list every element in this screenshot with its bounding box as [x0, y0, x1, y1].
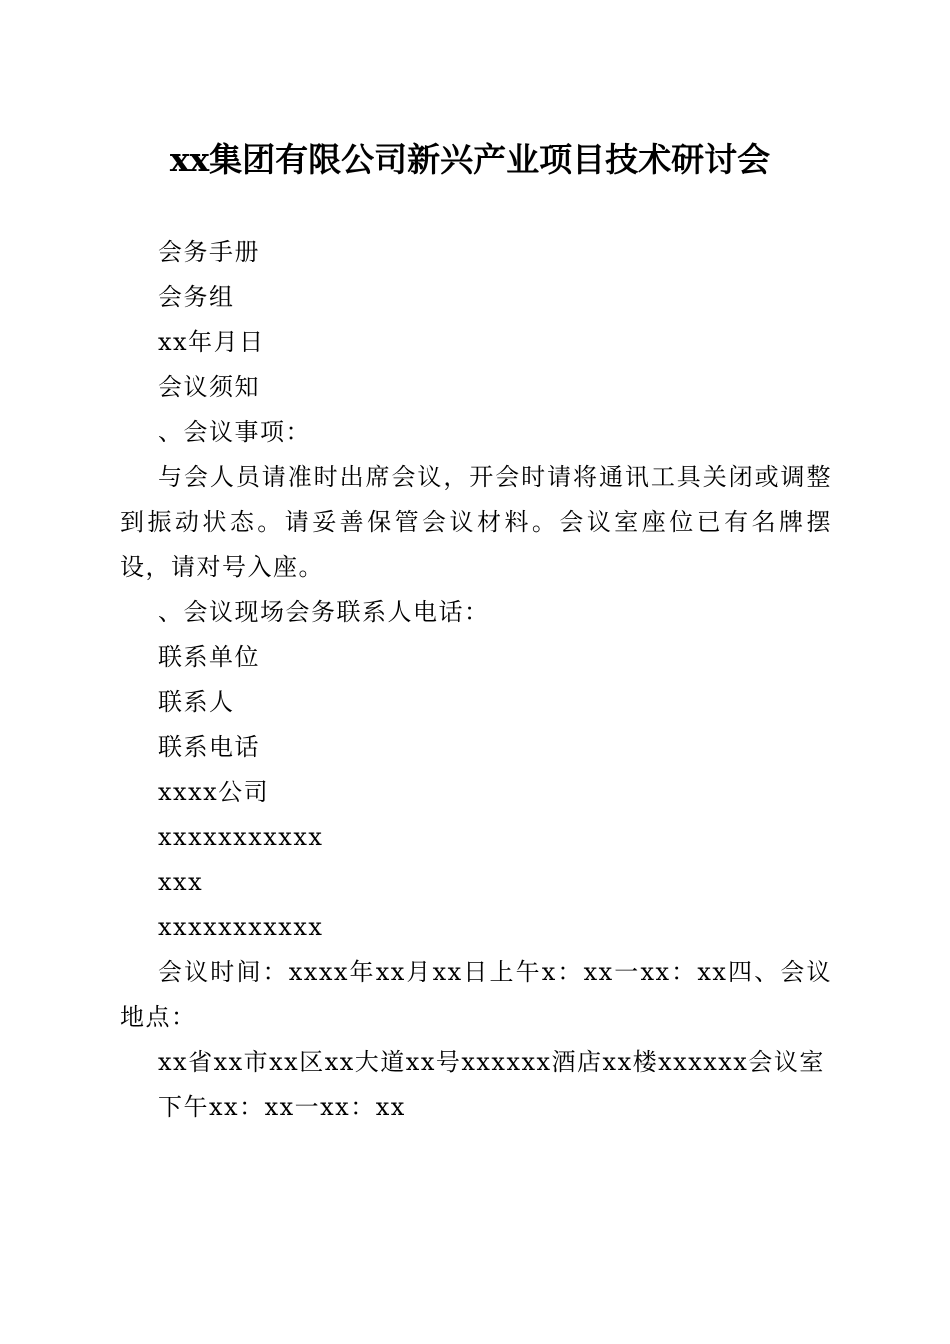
contact-unit-label: 联系单位: [158, 643, 260, 671]
contact-person-label: 联系人: [158, 688, 235, 716]
handbook-label: 会务手册: [158, 238, 260, 266]
meeting-time-paragraph: 会议时间：xxxx年xx月xx日上午x：xx一xx：xx四、会议地点：: [120, 958, 832, 1031]
afternoon-time: 下午xx：xx一xx：xx: [158, 1093, 406, 1121]
organizer-label: 会务组: [158, 283, 235, 311]
document-body: [120, 230, 832, 1130]
contact-company: xxxx公司: [158, 778, 270, 806]
contact-heading: 、会议现场会务联系人电话：: [158, 598, 490, 626]
meeting-matters-heading: 、会议事项：: [158, 418, 311, 446]
meeting-location-paragraph: xx省xx市xx区xx大道xx号xxxxxx酒店xx楼xxxxxx会议室: [158, 1048, 825, 1076]
contact-value-1: xxxxxxxxxxx: [158, 823, 324, 851]
date-line: xx年月日: [158, 328, 265, 356]
contact-value-2: xxx: [158, 868, 204, 896]
meeting-matters-paragraph: 与会人员请准时出席会议，开会时请将通讯工具关闭或调整到振动状态。请妥善保管会议材料。会议室座位已有名牌摆设，请对号入座。: [120, 463, 832, 581]
notice-heading: 会议须知: [158, 373, 260, 401]
document-title: xx集团有限公司新兴产业项目技术研讨会: [169, 140, 771, 179]
contact-value-3: xxxxxxxxxxx: [158, 913, 324, 941]
contact-phone-label: 联系电话: [158, 733, 260, 761]
